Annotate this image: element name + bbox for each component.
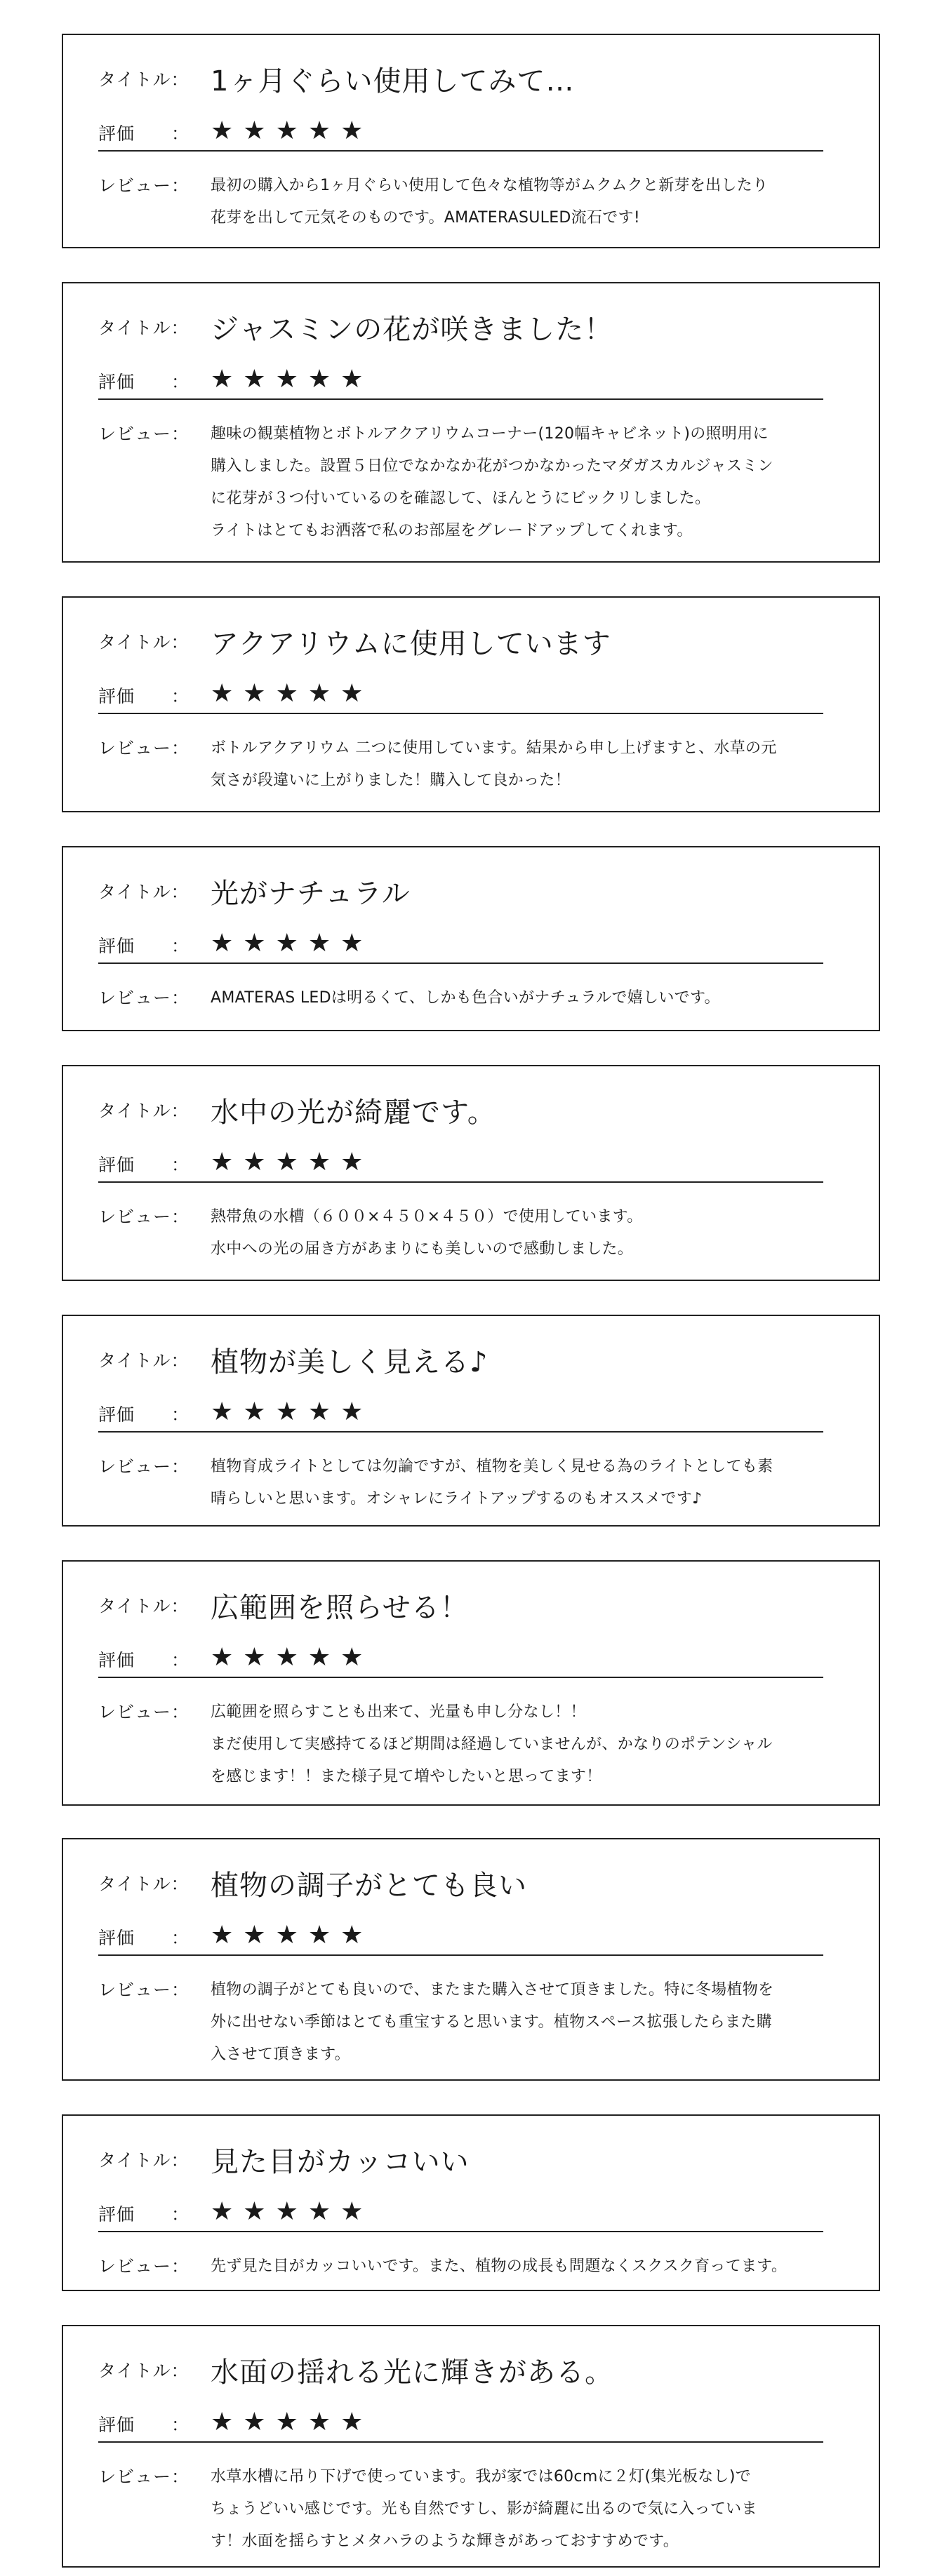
review-label: レビュー： — [98, 1207, 190, 1227]
star-rating — [211, 681, 363, 706]
star-icon: ★ — [275, 365, 298, 394]
star-icon: ★ — [275, 1643, 298, 1672]
title-row — [98, 623, 611, 659]
review-body — [211, 1974, 842, 2071]
star-icon: ★ — [243, 679, 266, 708]
review-label: レビュー： — [98, 2467, 190, 2487]
title-row — [98, 2141, 470, 2178]
star-icon: ★ — [243, 365, 266, 394]
star-icon: ★ — [243, 116, 266, 145]
star-icon: ★ — [340, 2197, 364, 2226]
review-line: 植物の調子がとても良いので、またまた購入させて頂きました。特に冬場植物を — [211, 1981, 774, 1999]
star-rating — [211, 2410, 363, 2435]
title-label: タイトル： — [98, 1596, 190, 1616]
star-icon: ★ — [275, 116, 298, 145]
review-card — [62, 596, 880, 812]
star-icon: ★ — [211, 929, 234, 958]
title-row — [98, 1587, 469, 1623]
review-card — [62, 34, 880, 248]
star-icon: ★ — [340, 116, 364, 145]
review-line: す！水面を揺らすとメタハラのような輝きがあっておすすめです。 — [211, 2533, 679, 2550]
title-row — [98, 60, 574, 97]
review-body — [211, 2250, 842, 2283]
star-icon: ★ — [243, 1148, 266, 1176]
star-icon: ★ — [243, 1921, 266, 1950]
review-label: レビュー： — [98, 424, 190, 444]
star-icon: ★ — [340, 1643, 364, 1672]
title-label: タイトル： — [98, 882, 190, 902]
rating-label: 評価 ： — [98, 2415, 190, 2435]
title-row — [98, 873, 411, 909]
star-icon: ★ — [340, 1397, 364, 1426]
star-icon: ★ — [211, 2408, 234, 2436]
title-label: タイトル： — [98, 1101, 190, 1121]
star-icon: ★ — [340, 929, 364, 958]
star-icon: ★ — [211, 365, 234, 394]
star-rating — [211, 116, 364, 145]
review-line: 水草水槽に吊り下げで使っています。我が家では60cmに２灯(集光板なし)で — [211, 2468, 752, 2486]
rating-label: 評価 ： — [98, 1650, 190, 1670]
review-line: 趣味の観葉植物とボトルアクアリウムコーナー(120幅キャビネット)の照明用に — [211, 425, 769, 443]
review-line: ライトはとてもお洒落で私のお部屋をグレードアップしてくれます。 — [211, 522, 693, 539]
review-row — [98, 1451, 842, 1515]
star-rating — [211, 2199, 363, 2225]
star-icon: ★ — [211, 2197, 234, 2226]
star-icon: ★ — [243, 1643, 266, 1672]
review-body — [211, 1451, 842, 1515]
review-title: ジャスミンの花が咲きました！ — [211, 313, 613, 346]
review-line: を感じます！！また様子見て増やしたいと思ってます！ — [211, 1768, 602, 1785]
star-icon: ★ — [275, 2197, 298, 2226]
star-icon: ★ — [211, 1148, 234, 1176]
review-line: まだ使用して実感持てるほど期間は経過していませんが、かなりのポテンシャル — [211, 1736, 773, 1753]
review-row — [98, 2250, 842, 2283]
rating-row — [98, 678, 823, 714]
review-line: 入させて頂きます。 — [211, 2046, 350, 2063]
rating-row — [98, 2196, 823, 2232]
star-icon: ★ — [307, 365, 331, 394]
star-icon: ★ — [275, 679, 298, 708]
review-body — [211, 1201, 842, 1266]
star-icon: ★ — [211, 116, 234, 145]
review-line: 最初の購入から1ヶ月ぐらい使用して色々な植物等がムクムクと新芽を出したり — [211, 177, 769, 194]
review-line: 外に出せない季節はとても重宝すると思います。植物スペース拡張したらまた購 — [211, 2013, 772, 2031]
star-icon: ★ — [243, 1397, 266, 1426]
title-row — [98, 1341, 489, 1378]
star-icon: ★ — [275, 929, 298, 958]
rating-label: 評価 ： — [98, 936, 190, 956]
title-label: タイトル： — [98, 1350, 190, 1371]
review-body — [211, 170, 842, 234]
review-body — [211, 982, 842, 1014]
review-row — [98, 2461, 842, 2558]
review-card — [62, 282, 880, 563]
star-rating — [211, 367, 363, 392]
review-title: 植物が美しく見える♪ — [211, 1346, 489, 1378]
star-icon: ★ — [340, 2408, 364, 2436]
star-icon: ★ — [307, 2197, 331, 2226]
rating-label: 評価 ： — [98, 686, 190, 706]
star-icon: ★ — [307, 116, 331, 145]
star-icon: ★ — [307, 1148, 331, 1176]
star-rating — [211, 1645, 363, 1670]
star-rating — [211, 931, 363, 956]
star-rating — [211, 1150, 363, 1175]
title-row — [98, 1865, 527, 1901]
review-row — [98, 418, 842, 547]
star-icon: ★ — [243, 2408, 266, 2436]
rating-row — [98, 1642, 823, 1678]
review-line: 購入しました。設置５日位でなかなか花がつかなかったマダガスカルジャスミン — [211, 457, 773, 475]
review-line: 先ず見た目がカッコいいです。また、植物の成長も問題なくスクスク育ってます。 — [211, 2258, 788, 2275]
review-label: レビュー： — [98, 988, 190, 1008]
review-line: 水中への光の届き方があまりにも美しいので感動しました。 — [211, 1240, 634, 1258]
star-icon: ★ — [307, 1397, 331, 1426]
rating-row — [98, 1146, 823, 1183]
review-body — [211, 732, 842, 797]
review-line: ちょうどいい感じです。光も自然ですし、影が綺麗に出るので気に入っていま — [211, 2500, 757, 2518]
star-icon: ★ — [211, 1921, 234, 1950]
review-title: 植物の調子がとても良い — [211, 1869, 527, 1902]
review-card — [62, 1065, 880, 1281]
review-title: 水面の揺れる光に輝きがある。 — [211, 2356, 613, 2389]
title-row — [98, 309, 613, 345]
review-body — [211, 2461, 842, 2558]
star-icon: ★ — [307, 2408, 331, 2436]
rating-row — [98, 927, 823, 964]
review-label: レビュー： — [98, 738, 190, 758]
review-line: 広範囲を照らすことも出来て、光量も申し分なし！！ — [211, 1703, 586, 1721]
rating-label: 評価 ： — [98, 2204, 190, 2225]
rating-label: 評価 ： — [98, 1928, 190, 1948]
review-card — [62, 1560, 880, 1806]
title-label: タイトル： — [98, 2150, 190, 2171]
review-title: 光がナチュラル — [211, 877, 411, 910]
star-icon: ★ — [211, 1397, 234, 1426]
review-body — [211, 1696, 842, 1793]
title-label: タイトル： — [98, 318, 190, 338]
star-icon: ★ — [307, 929, 331, 958]
star-icon: ★ — [275, 1921, 298, 1950]
review-title: 水中の光が綺麗です。 — [211, 1096, 496, 1129]
review-card — [62, 846, 880, 1031]
star-icon: ★ — [211, 1643, 234, 1672]
title-label: タイトル： — [98, 69, 190, 90]
rating-label: 評価 ： — [98, 123, 190, 144]
star-icon: ★ — [275, 1148, 298, 1176]
review-label: レビュー： — [98, 2256, 190, 2276]
star-icon: ★ — [243, 2197, 266, 2226]
review-label: レビュー： — [98, 175, 190, 196]
review-line: 気さが段違いに上がりました！購入して良かった！ — [211, 772, 571, 789]
review-line: ボトルアクアリウム 二つに使用しています。結果から申し上げますと、水草の元 — [211, 739, 777, 757]
title-row — [98, 1092, 496, 1128]
review-row — [98, 732, 842, 797]
review-line: に花芽が３つ付いているのを確認して、ほんとうにビックリしました。 — [211, 490, 711, 507]
star-icon: ★ — [275, 2408, 298, 2436]
rating-row — [98, 1396, 823, 1433]
review-title: 広範囲を照らせる！ — [211, 1591, 469, 1624]
review-line: 熱帯魚の水槽（６００×４５０×４５０）で使用しています。 — [211, 1208, 643, 1226]
review-row — [98, 1696, 842, 1793]
review-row — [98, 982, 842, 1014]
title-label: タイトル： — [98, 1874, 190, 1894]
star-icon: ★ — [275, 1397, 298, 1426]
star-icon: ★ — [340, 1921, 364, 1950]
rating-row — [98, 363, 823, 400]
star-icon: ★ — [307, 1921, 331, 1950]
rating-label: 評価 ： — [98, 372, 190, 392]
star-icon: ★ — [340, 679, 364, 708]
review-label: レビュー： — [98, 1456, 190, 1477]
star-icon: ★ — [307, 679, 331, 708]
review-title: 見た目がカッコいい — [211, 2145, 470, 2178]
star-icon: ★ — [340, 365, 364, 394]
review-row — [98, 1201, 842, 1266]
review-line: 植物育成ライトとしては勿論ですが、植物を美しく見せる為のライトとしても素 — [211, 1458, 773, 1475]
title-label: タイトル： — [98, 2361, 190, 2381]
star-icon: ★ — [307, 1643, 331, 1672]
rating-row — [98, 2406, 823, 2443]
star-icon: ★ — [340, 1148, 364, 1176]
review-title: 1ヶ月ぐらい使用してみて… — [211, 65, 575, 98]
review-row — [98, 170, 842, 234]
review-card — [62, 1838, 880, 2081]
rating-row — [98, 115, 823, 152]
review-row — [98, 1974, 842, 2071]
review-label: レビュー： — [98, 1702, 190, 1722]
title-row — [98, 2352, 613, 2388]
review-card — [62, 1315, 880, 1527]
review-card — [62, 2114, 880, 2291]
star-icon: ★ — [243, 929, 266, 958]
review-label: レビュー： — [98, 1980, 190, 2000]
star-rating — [211, 1397, 364, 1426]
review-line: 花芽を出して元気そのものです。AMATERASULED流石です! — [211, 209, 640, 227]
rating-label: 評価 ： — [98, 1404, 190, 1425]
review-body — [211, 418, 842, 547]
rating-row — [98, 1919, 823, 1956]
review-card — [62, 2325, 880, 2568]
rating-label: 評価 ： — [98, 1155, 190, 1175]
star-rating — [211, 1923, 363, 1948]
review-line: AMATERAS LEDは明るくて、しかも色合いがナチュラルで嬉しいです。 — [211, 989, 720, 1007]
star-icon: ★ — [211, 679, 234, 708]
title-label: タイトル： — [98, 632, 190, 652]
review-title: アクアリウムに使用しています — [211, 627, 611, 660]
review-line: 晴らしいと思います。オシャレにライトアップするのもオススメです♪ — [211, 1490, 703, 1508]
